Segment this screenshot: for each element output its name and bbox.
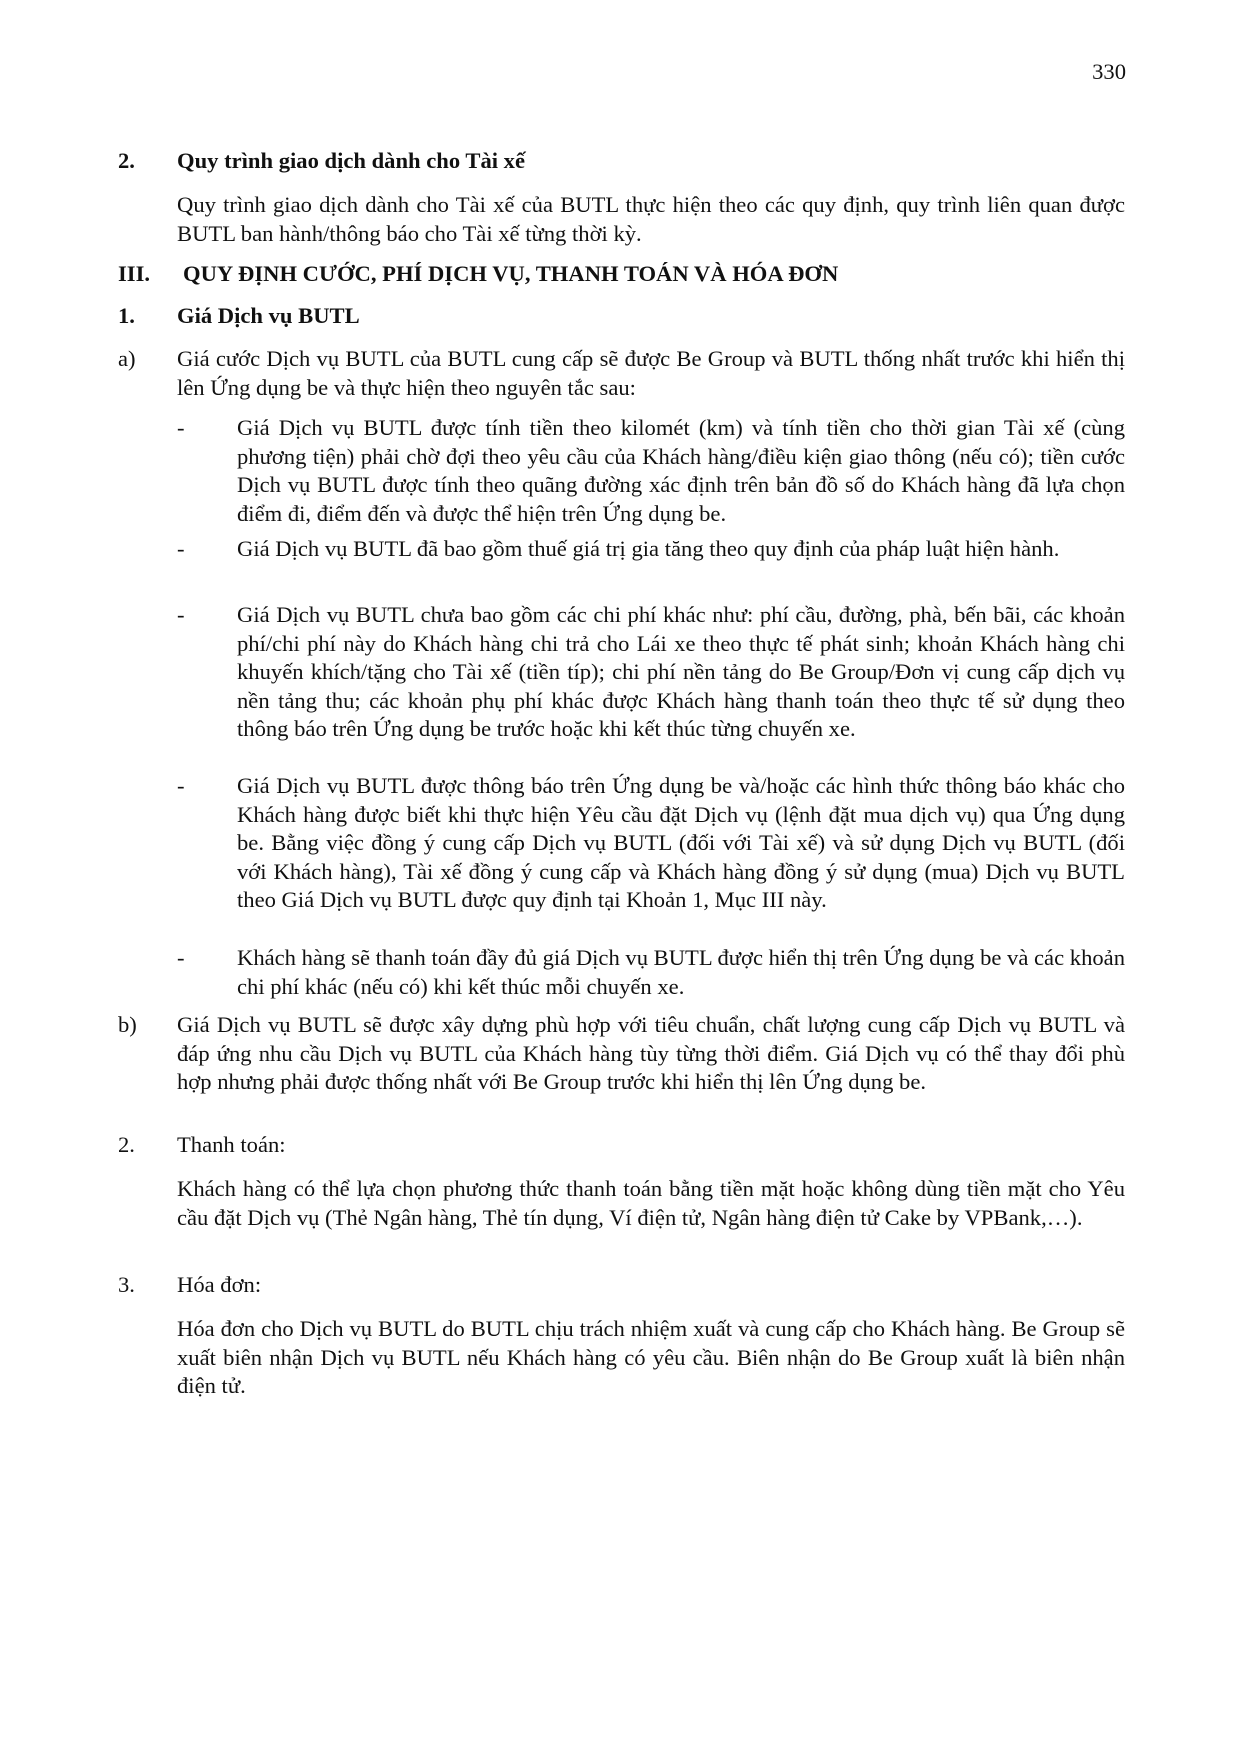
section-2-paragraph: Quy trình giao dịch dành cho Tài xế của BUTL thực hiện theo các quy định, quy trình liên quan được BUTL ban hành/thông báo cho Tài xế từng thời kỳ.: [177, 192, 1125, 246]
item-3-title: Hóa đơn:: [177, 1272, 262, 1297]
page-number: 330: [1092, 59, 1126, 84]
bullet-text: Giá Dịch vụ BUTL được tính tiền theo kilomét (km) và tính tiền cho thời gian Tài xế (cùng phương tiện) phải chờ đợi theo yêu cầu của Khách hàng/điều kiện giao thông (nếu có); tiền cước Dịch vụ BUTL được tính theo quãng đường xác định trên bản đồ số do Khách hàng đã lựa chọn điểm đi, điểm đến và được thể hiện trên Ứng dụng be.: [237, 415, 1125, 526]
bullet-dash: -: [177, 415, 185, 440]
item-a-label: a): [118, 346, 136, 371]
item-2-number: 2.: [118, 1132, 135, 1157]
bullet-text: Giá Dịch vụ BUTL chưa bao gồm các chi phí khác như: phí cầu, đường, phà, bến bãi, các khoản phí/chi phí này do Khách hàng chi trả cho Lái xe theo thực tế phát sinh; khoản Khách hàng chi khuyến khích/tặng cho Tài xế (tiền típ); chi phí nền tảng do Be Group/Đơn vị cung cấp dịch vụ nền tảng thu; các khoản phụ phí khác được Khách hàng thanh toán theo thực tế sử dụng theo thông báo trên Ứng dụng be trước hoặc khi kết thúc từng chuyến xe.: [237, 602, 1125, 742]
section-III-title: QUY ĐỊNH CƯỚC, PHÍ DỊCH VỤ, THANH TOÁN VÀ HÓA ĐƠN: [183, 261, 839, 286]
item-3-paragraph: Hóa đơn cho Dịch vụ BUTL do BUTL chịu trách nhiệm xuất và cung cấp cho Khách hàng. Be Group sẽ xuất biên nhận Dịch vụ BUTL nếu Khách hàng có yêu cầu. Biên nhận do Be Group xuất là biên nhận điện tử.: [177, 1316, 1125, 1399]
bullet-dash: -: [177, 602, 185, 627]
bullet-dash: -: [177, 536, 185, 561]
section-2-title: Quy trình giao dịch dành cho Tài xế: [177, 148, 525, 173]
section-2-number: 2.: [118, 148, 135, 173]
item-b-text: Giá Dịch vụ BUTL sẽ được xây dựng phù hợp với tiêu chuẩn, chất lượng cung cấp Dịch vụ BUTL và đáp ứng nhu cầu Dịch vụ BUTL của Khách hàng tùy từng thời điểm. Giá Dịch vụ có thể thay đổi phù hợp nhưng phải được thống nhất với Be Group trước khi hiển thị lên Ứng dụng be.: [177, 1012, 1125, 1095]
bullet-text: Giá Dịch vụ BUTL được thông báo trên Ứng dụng be và/hoặc các hình thức thông báo khác cho Khách hàng được biết khi thực hiện Yêu cầu đặt Dịch vụ (lệnh đặt mua dịch vụ) qua Ứng dụng be. Bằng việc đồng ý cung cấp Dịch vụ BUTL (đối với Tài xế) và sử dụng Dịch vụ BUTL (đối với Khách hàng), Tài xế đồng ý cung cấp và Khách hàng đồng ý sử dụng (mua) Dịch vụ BUTL theo Giá Dịch vụ BUTL được quy định tại Khoản 1, Mục III này.: [237, 773, 1125, 913]
section-III-number: III.: [118, 261, 151, 286]
item-1-number: 1.: [118, 303, 135, 328]
item-3-number: 3.: [118, 1272, 135, 1297]
bullet-text: Giá Dịch vụ BUTL đã bao gồm thuế giá trị gia tăng theo quy định của pháp luật hiện hành.: [237, 536, 1060, 561]
item-2-title: Thanh toán:: [177, 1132, 286, 1157]
item-1-title: Giá Dịch vụ BUTL: [177, 303, 360, 328]
bullet-dash: -: [177, 773, 185, 798]
item-2-paragraph: Khách hàng có thể lựa chọn phương thức thanh toán bằng tiền mặt hoặc không dùng tiền mặt cho Yêu cầu đặt Dịch vụ (Thẻ Ngân hàng, Thẻ tín dụng, Ví điện tử, Ngân hàng điện tử Cake by VPBank,…).: [177, 1176, 1125, 1230]
bullet-dash: -: [177, 945, 185, 970]
bullet-text: Khách hàng sẽ thanh toán đầy đủ giá Dịch vụ BUTL được hiển thị trên Ứng dụng be và các khoản chi phí khác (nếu có) khi kết thúc mỗi chuyến xe.: [237, 945, 1125, 999]
item-a-text: Giá cước Dịch vụ BUTL của BUTL cung cấp sẽ được Be Group và BUTL thống nhất trước khi hiển thị lên Ứng dụng be và thực hiện theo nguyên tắc sau:: [177, 346, 1125, 400]
item-b-label: b): [118, 1012, 137, 1037]
